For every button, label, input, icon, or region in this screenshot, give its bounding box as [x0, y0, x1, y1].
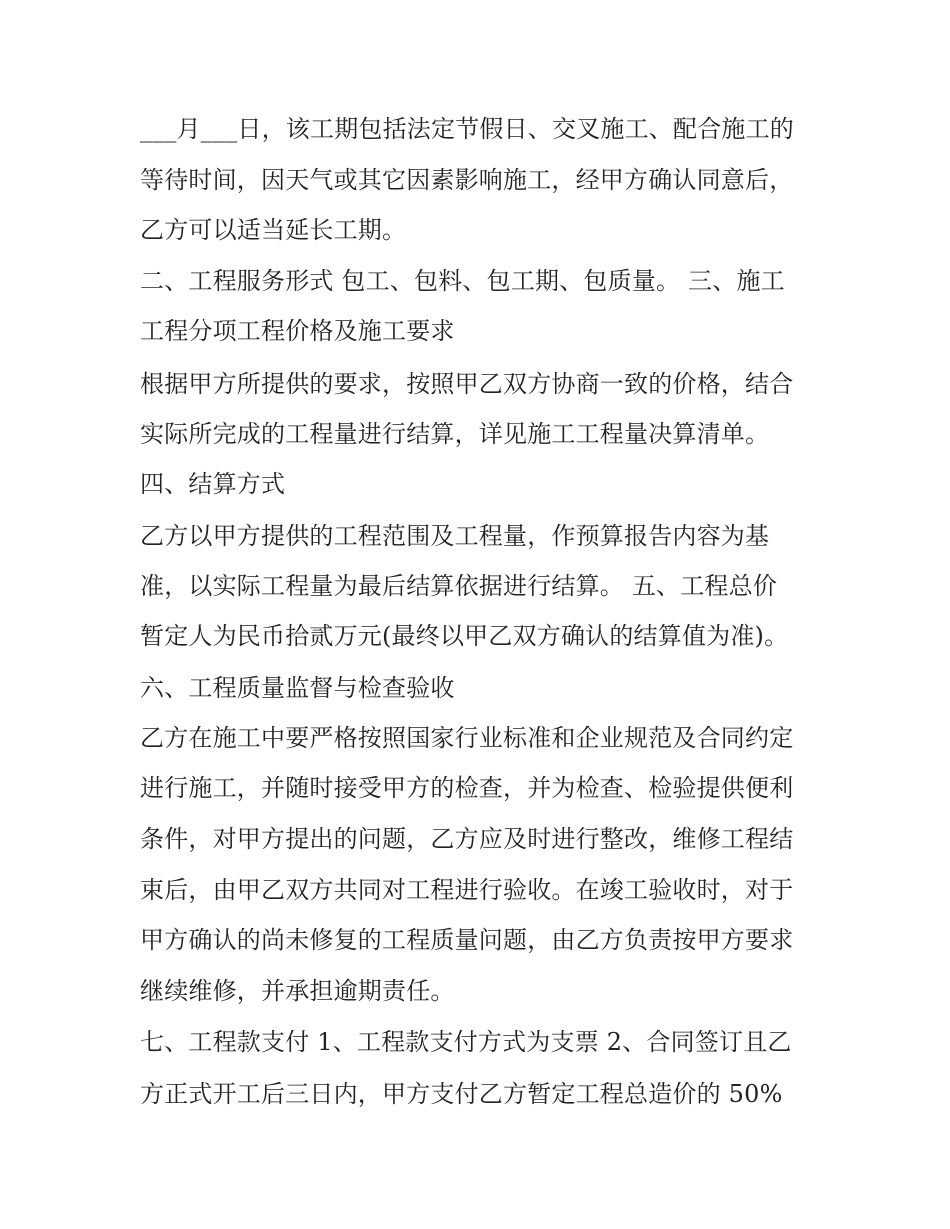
text-line: 束后，由甲乙双方共同对工程进行验收。在竣工验收时，对于 [140, 876, 794, 904]
text-line: 四、结算方式 [140, 470, 286, 498]
text-line: 乙方可以适当延长工期。 [140, 216, 407, 244]
text-line: ___月___日，该工期包括法定节假日、交叉施工、配合施工的 [140, 115, 794, 143]
text-line: 根据甲方所提供的要求，按照甲乙双方协商一致的价格，结合 [140, 370, 794, 398]
text-line: 暂定人为民币拾贰万元(最终以甲乙双方确认的结算值为准)。 [140, 622, 789, 650]
text-line: 工程分项工程价格及施工要求 [140, 317, 455, 345]
text-line: 准，以实际工程量为最后结算依据进行结算。 五、工程总价 [140, 572, 778, 600]
text-line: 条件，对甲方提出的问题，乙方应及时进行整改，维修工程结 [140, 825, 794, 853]
text-line: 进行施工，并随时接受甲方的检查，并为检查、检验提供便利 [140, 774, 794, 802]
text-line: 方正式开工后三日内，甲方支付乙方暂定工程总造价的 50% [140, 1080, 783, 1108]
text-line: 乙方在施工中要严格按照国家行业标准和企业规范及合同约定 [140, 724, 794, 752]
text-line: 六、工程质量监督与检查验收 [140, 674, 455, 702]
text-line: 等待时间，因天气或其它因素影响施工，经甲方确认同意后， [140, 166, 794, 194]
text-line: 继续维修，并承担逾期责任。 [140, 977, 455, 1005]
text-line: 实际所完成的工程量进行结算，详见施工工程量决算清单。 [140, 420, 770, 448]
text-line: 二、工程服务形式 包工、包料、包工期、包质量。 三、施工 [140, 267, 785, 295]
text-line: 甲方确认的尚未修复的工程质量问题，由乙方负责按甲方要求 [140, 926, 794, 954]
text-line: 乙方以甲方提供的工程范围及工程量，作预算报告内容为基 [140, 522, 770, 550]
text-line: 七、工程款支付 1、工程款支付方式为支票 2、合同签订且乙 [140, 1028, 792, 1056]
